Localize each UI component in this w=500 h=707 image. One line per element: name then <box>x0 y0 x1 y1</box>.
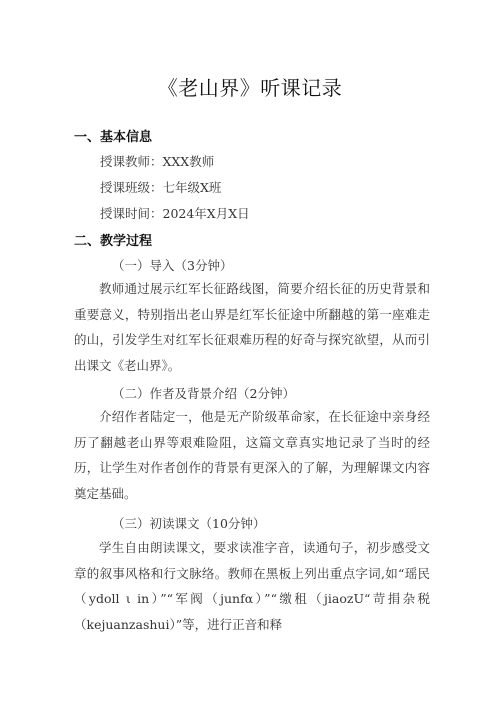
paragraph-author: 介绍作者陆定一，他是无产阶级革命家，在长征途中亲身经历了翻越老山界等艰难险阻，这篇文章真实地记录了当时的经历，让学生对作者创作的背景有更深入的了解，为理解课文内容奠定基础。 <box>74 409 430 502</box>
paragraph-intro: 教师通过展示红军长征路线图，简要介绍长征的历史背景和重要意义，特别指出老山界是红军长征途中所翻越的第一座难走的山，引发学生对红军长征艰难历程的好奇与探究欲望，从而引出课文《老山界》。 <box>74 281 430 374</box>
subsection-heading-first-reading: （三）初读课文（10分钟） <box>112 516 266 531</box>
teacher-info: 授课教师：XXX教师 <box>100 154 215 169</box>
subsection-heading-intro: （一）导入（3分钟） <box>112 258 233 273</box>
paragraph-first-reading: 学生自由朗读课文，要求读准字音，读通句子，初步感受文章的叙事风格和行文脉络。教师在黑板上列出重点字词,如“瑶民（ydoll ι in）”“军阀（junfα）”“缴租（jiaozU“苛捐杂税（kejuanzashui）”等，进行正音和释 <box>74 540 430 633</box>
subsection-heading-author: （二）作者及背景介绍（2分钟） <box>112 386 295 401</box>
class-info: 授课班级：七年级X班 <box>100 180 222 195</box>
section-heading-basic-info: 一、基本信息 <box>74 130 153 145</box>
section-heading-teaching-process: 二、教学过程 <box>74 234 153 249</box>
page-title: 《老山界》听课记录 <box>157 76 343 100</box>
time-info: 授课时间：2024年X月X日 <box>100 206 250 221</box>
